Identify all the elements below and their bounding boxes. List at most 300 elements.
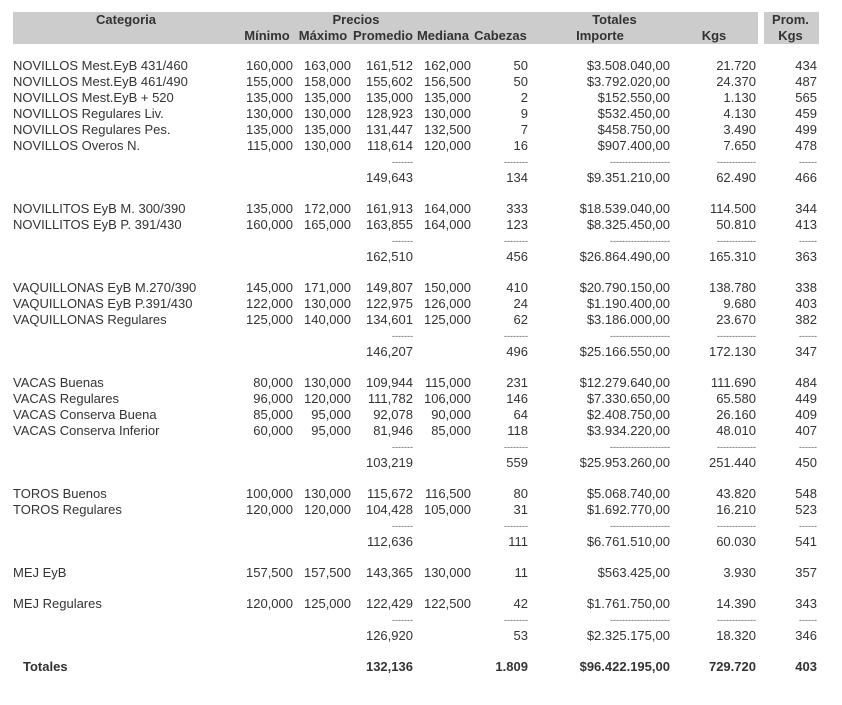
kgs-cell: 14.390: [716, 596, 756, 611]
subtotal-row: [13, 534, 819, 550]
cabezas-cell: 333: [506, 201, 528, 216]
cell: [295, 233, 353, 249]
cell: [295, 249, 353, 265]
cabezas-cell: 80: [513, 486, 528, 501]
subtotal-prom-kgs: 346: [795, 628, 817, 643]
mediana-cell: 122,500: [423, 596, 471, 611]
separator-dashes: -------: [391, 615, 413, 625]
prom-kgs-cell: 434: [795, 58, 817, 73]
cabezas-cell: 9: [520, 106, 528, 121]
maximo-cell: 165,000: [304, 217, 351, 232]
minimo-cell: 157,500: [246, 565, 293, 580]
importe-cell: $7.330.650,00: [586, 391, 670, 406]
promedio-cell: 128,923: [365, 106, 413, 121]
header-precios: Precios: [241, 12, 473, 28]
importe-cell: $20.790.150,00: [579, 280, 670, 295]
cell: [415, 233, 473, 249]
cell: [13, 612, 241, 628]
importe-cell: $1.692.770,00: [586, 502, 670, 517]
cabezas-cell: 7: [520, 122, 528, 137]
promedio-cell: 109,944: [365, 375, 413, 390]
mediana-cell: 130,000: [423, 565, 471, 580]
cell: [415, 439, 473, 455]
separator-dashes: -------------: [717, 236, 756, 246]
header-column-row: [13, 28, 819, 44]
cell: [295, 154, 353, 170]
cell: [13, 233, 241, 249]
prom-kgs-cell: 459: [795, 106, 817, 121]
importe-cell: $3.792.020,00: [586, 74, 670, 89]
grand-total-importe: $96.422.195,00: [579, 659, 670, 674]
cell: [13, 628, 241, 644]
subtotal-prom-kgs: 347: [795, 344, 817, 359]
category-cell: VACAS Conserva Buena: [13, 407, 157, 422]
cell: [241, 518, 295, 534]
subtotal-cabezas: 559: [506, 455, 528, 470]
importe-cell: $3.934.220,00: [586, 423, 670, 438]
spacer-row: [13, 581, 819, 596]
prom-kgs-cell: 478: [795, 138, 817, 153]
importe-cell: $563.425,00: [597, 565, 670, 580]
subtotal-prom-kgs: 466: [795, 170, 817, 185]
importe-cell: $5.068.740,00: [586, 486, 670, 501]
grand-total-row: [13, 659, 819, 675]
table-row: [13, 280, 819, 296]
subtotal-cabezas: 496: [506, 344, 528, 359]
importe-cell: $152.550,00: [597, 90, 670, 105]
importe-cell: $458.750,00: [597, 122, 670, 137]
kgs-cell: 26.160: [716, 407, 756, 422]
livestock-price-report-table: [13, 12, 819, 675]
kgs-cell: 9.680: [723, 296, 756, 311]
importe-cell: $1.761.750,00: [586, 596, 670, 611]
subtotal-cabezas: 456: [506, 249, 528, 264]
cell: [241, 249, 295, 265]
cell: [241, 154, 295, 170]
prom-kgs-cell: 357: [795, 565, 817, 580]
prom-kgs-cell: 449: [795, 391, 817, 406]
table-row: [13, 423, 819, 439]
table-row: [13, 312, 819, 328]
kgs-cell: 50.810: [716, 217, 756, 232]
promedio-cell: 111,782: [367, 391, 413, 406]
cell: [415, 659, 473, 675]
minimo-cell: 100,000: [246, 486, 293, 501]
header-kgs: Kgs: [672, 28, 758, 44]
promedio-cell: 92,078: [373, 407, 413, 422]
subtotal-importe: $2.325.175,00: [586, 628, 670, 643]
mediana-cell: 106,000: [423, 391, 471, 406]
minimo-cell: 96,000: [253, 391, 293, 406]
separator-dashes: -------: [391, 157, 413, 167]
separator-row: [13, 328, 819, 344]
cell: [415, 534, 473, 550]
spacer-row: [13, 360, 819, 375]
separator-dashes: -------: [391, 236, 413, 246]
minimo-cell: 122,000: [246, 296, 293, 311]
mediana-cell: 125,000: [423, 312, 471, 327]
category-cell: VACAS Regulares: [13, 391, 119, 406]
grand-total-cabezas: 1.809: [495, 659, 528, 674]
cell: [241, 534, 295, 550]
cabezas-cell: 123: [506, 217, 528, 232]
category-cell: NOVILLOS Regulares Liv.: [13, 106, 164, 121]
category-cell: NOVILLITOS EyB M. 300/390: [13, 201, 186, 216]
cell: [295, 518, 353, 534]
maximo-cell: 120,000: [304, 502, 351, 517]
separator-dashes: ------: [798, 331, 817, 341]
kgs-cell: 111.690: [710, 375, 756, 390]
cell: [241, 233, 295, 249]
separator-dashes: ------: [798, 615, 817, 625]
importe-cell: $2.408.750,00: [586, 407, 670, 422]
header-totales: Totales: [473, 12, 758, 28]
cell: [13, 439, 241, 455]
kgs-cell: 3.930: [723, 565, 756, 580]
cabezas-cell: 146: [506, 391, 528, 406]
kgs-cell: 43.820: [716, 486, 756, 501]
grand-total-promedio: 132,136: [365, 659, 413, 674]
kgs-cell: 138.780: [708, 280, 756, 295]
prom-kgs-cell: 548: [795, 486, 817, 501]
prom-kgs-cell: 382: [795, 312, 817, 327]
cell: [241, 659, 295, 675]
subtotal-importe: $9.351.210,00: [586, 170, 670, 185]
mediana-cell: 126,000: [423, 296, 471, 311]
prom-kgs-cell: 487: [795, 74, 817, 89]
table-row: [13, 486, 819, 502]
separator-dashes: ------: [798, 236, 817, 246]
promedio-cell: 155,602: [365, 74, 413, 89]
cell: [295, 534, 353, 550]
mediana-cell: 132,500: [423, 122, 471, 137]
table-row: [13, 596, 819, 612]
maximo-cell: 157,500: [304, 565, 351, 580]
separator-dashes: --------------------: [610, 615, 670, 625]
cabezas-cell: 50: [513, 58, 528, 73]
cell: [241, 612, 295, 628]
category-cell: VAQUILLONAS EyB M.270/390: [13, 280, 197, 295]
header-cabezas: Cabezas: [473, 28, 530, 44]
report-body: [13, 12, 819, 675]
separator-dashes: --------------------: [610, 157, 670, 167]
separator-dashes: --------: [503, 615, 528, 625]
header-prom-kgs: Kgs: [764, 28, 819, 44]
cell: [13, 328, 241, 344]
subtotal-promedio: 103,219: [365, 455, 413, 470]
separator-dashes: -------: [391, 521, 413, 531]
maximo-cell: 163,000: [304, 58, 351, 73]
cell: [295, 328, 353, 344]
maximo-cell: 95,000: [311, 423, 351, 438]
cell: [295, 455, 353, 471]
category-cell: VACAS Conserva Inferior: [13, 423, 160, 438]
subtotal-row: [13, 628, 819, 644]
table-row: [13, 106, 819, 122]
header-importe: Importe: [530, 28, 672, 44]
table-row: [13, 375, 819, 391]
separator-dashes: --------: [503, 442, 528, 452]
cabezas-cell: 231: [506, 375, 528, 390]
promedio-cell: 118,614: [366, 138, 413, 153]
cell: [415, 170, 473, 186]
mediana-cell: 162,000: [423, 58, 471, 73]
cabezas-cell: 16: [513, 138, 528, 153]
cell: [13, 534, 241, 550]
table-row: [13, 74, 819, 90]
minimo-cell: 130,000: [246, 106, 293, 121]
subtotal-cabezas: 53: [513, 628, 528, 643]
prom-kgs-cell: 344: [795, 201, 817, 216]
prom-kgs-cell: 499: [795, 122, 817, 137]
subtotal-kgs: 62.490: [716, 170, 756, 185]
maximo-cell: 135,000: [304, 90, 351, 105]
promedio-cell: 81,946: [373, 423, 413, 438]
table-row: [13, 502, 819, 518]
promedio-cell: 149,807: [365, 280, 413, 295]
spacer-row: [13, 471, 819, 486]
table-row: [13, 407, 819, 423]
subtotal-kgs: 172.130: [708, 344, 756, 359]
separator-dashes: -------------: [717, 157, 756, 167]
maximo-cell: 158,000: [304, 74, 351, 89]
separator-dashes: ------: [798, 442, 817, 452]
maximo-cell: 140,000: [304, 312, 351, 327]
separator-dashes: --------------------: [610, 442, 670, 452]
subtotal-prom-kgs: 450: [795, 455, 817, 470]
minimo-cell: 135,000: [246, 122, 293, 137]
cabezas-cell: 31: [513, 502, 528, 517]
separator-dashes: -------: [391, 331, 413, 341]
prom-kgs-cell: 338: [795, 280, 817, 295]
minimo-cell: 160,000: [246, 217, 293, 232]
cell: [241, 328, 295, 344]
importe-cell: $1.190.400,00: [586, 296, 670, 311]
category-cell: TOROS Regulares: [13, 502, 122, 517]
header-prom: Prom.: [764, 12, 819, 28]
minimo-cell: 135,000: [246, 90, 293, 105]
kgs-cell: 4.130: [723, 106, 756, 121]
promedio-cell: 163,855: [365, 217, 413, 232]
subtotal-promedio: 149,643: [365, 170, 413, 185]
maximo-cell: 130,000: [304, 375, 351, 390]
cell: [415, 344, 473, 360]
mediana-cell: 115,000: [424, 375, 471, 390]
table-row: [13, 296, 819, 312]
header-mediana: Mediana: [415, 28, 473, 44]
category-cell: NOVILLOS Regulares Pes.: [13, 122, 171, 137]
cabezas-cell: 50: [513, 74, 528, 89]
separator-dashes: -------------: [717, 331, 756, 341]
cell: [241, 170, 295, 186]
separator-dashes: --------------------: [610, 521, 670, 531]
minimo-cell: 120,000: [246, 502, 293, 517]
cell: [415, 328, 473, 344]
separator-row: [13, 233, 819, 249]
category-cell: TOROS Buenos: [13, 486, 107, 501]
mediana-cell: 164,000: [423, 217, 471, 232]
prom-kgs-cell: 407: [795, 423, 817, 438]
promedio-cell: 122,975: [365, 296, 413, 311]
subtotal-row: [13, 170, 819, 186]
cabezas-cell: 62: [513, 312, 528, 327]
maximo-cell: 135,000: [304, 122, 351, 137]
maximo-cell: 95,000: [311, 407, 351, 422]
mediana-cell: 164,000: [423, 201, 471, 216]
category-cell: VAQUILLONAS Regulares: [13, 312, 167, 327]
spacer-row: [13, 186, 819, 201]
cabezas-cell: 410: [506, 280, 528, 295]
minimo-cell: 155,000: [246, 74, 293, 89]
table-row: [13, 565, 819, 581]
subtotal-importe: $6.761.510,00: [586, 534, 670, 549]
importe-cell: $3.186.000,00: [586, 312, 670, 327]
importe-cell: $532.450,00: [597, 106, 670, 121]
cell: [13, 518, 241, 534]
separator-dashes: --------: [503, 331, 528, 341]
subtotal-importe: $25.953.260,00: [579, 455, 670, 470]
cabezas-cell: 11: [514, 565, 528, 580]
promedio-cell: 104,428: [365, 502, 413, 517]
prom-kgs-cell: 409: [795, 407, 817, 422]
maximo-cell: 125,000: [304, 596, 351, 611]
subtotal-kgs: 251.440: [708, 455, 756, 470]
mediana-cell: 150,000: [423, 280, 471, 295]
maximo-cell: 171,000: [304, 280, 351, 295]
cell: [241, 455, 295, 471]
importe-cell: $8.325.450,00: [586, 217, 670, 232]
separator-dashes: --------------------: [610, 331, 670, 341]
cell: [415, 518, 473, 534]
cell: [13, 249, 241, 265]
cell: [415, 628, 473, 644]
promedio-cell: 134,601: [365, 312, 413, 327]
subtotal-promedio: 146,207: [365, 344, 413, 359]
cell: [295, 612, 353, 628]
subtotal-kgs: 165.310: [708, 249, 756, 264]
subtotal-kgs: 60.030: [716, 534, 756, 549]
separator-row: [13, 518, 819, 534]
maximo-cell: 130,000: [304, 138, 351, 153]
kgs-cell: 114.500: [709, 201, 756, 216]
cell: [13, 154, 241, 170]
maximo-cell: 130,000: [304, 106, 351, 121]
prom-kgs-cell: 413: [795, 217, 817, 232]
subtotal-promedio: 112,636: [366, 534, 413, 549]
separator-dashes: -------------: [717, 521, 756, 531]
subtotal-cabezas: 134: [506, 170, 528, 185]
prom-kgs-cell: 565: [795, 90, 817, 105]
category-cell: NOVILLOS Mest.EyB + 520: [13, 90, 174, 105]
cell: [415, 154, 473, 170]
grand-total-prom-kgs: 403: [795, 659, 817, 674]
subtotal-row: [13, 344, 819, 360]
header-categoria: Categoria: [13, 12, 241, 28]
separator-dashes: -------------: [717, 615, 756, 625]
header-minimo: Mínimo: [241, 28, 295, 44]
promedio-cell: 131,447: [365, 122, 413, 137]
kgs-cell: 65.580: [716, 391, 756, 406]
maximo-cell: 172,000: [304, 201, 351, 216]
promedio-cell: 161,512: [365, 58, 413, 73]
importe-cell: $907.400,00: [597, 138, 670, 153]
promedio-cell: 115,672: [366, 486, 413, 501]
subtotal-kgs: 18.320: [716, 628, 756, 643]
kgs-cell: 16.210: [716, 502, 756, 517]
header-promedio: Promedio: [353, 28, 413, 43]
minimo-cell: 135,000: [246, 201, 293, 216]
cabezas-cell: 42: [513, 596, 528, 611]
subtotal-importe: $25.166.550,00: [579, 344, 670, 359]
prom-kgs-cell: 343: [795, 596, 817, 611]
minimo-cell: 115,000: [246, 138, 293, 153]
separator-row: [13, 612, 819, 628]
cell: [13, 170, 241, 186]
table-row: [13, 122, 819, 138]
kgs-cell: 23.670: [716, 312, 756, 327]
separator-row: [13, 154, 819, 170]
importe-cell: $18.539.040,00: [579, 201, 670, 216]
minimo-cell: 145,000: [246, 280, 293, 295]
table-row: [13, 201, 819, 217]
table-row: [13, 217, 819, 233]
cabezas-cell: 118: [507, 423, 528, 438]
mediana-cell: 85,000: [431, 423, 471, 438]
separator-row: [13, 439, 819, 455]
cell: [241, 439, 295, 455]
table-row: [13, 90, 819, 106]
cabezas-cell: 24: [513, 296, 528, 311]
subtotal-promedio: 126,920: [365, 628, 413, 643]
prom-kgs-cell: 403: [795, 296, 817, 311]
separator-dashes: --------: [503, 521, 528, 531]
mediana-cell: 130,000: [423, 106, 471, 121]
table-row: [13, 138, 819, 154]
subtotal-importe: $26.864.490,00: [579, 249, 670, 264]
category-cell: VACAS Buenas: [13, 375, 104, 390]
cell: [415, 249, 473, 265]
mediana-cell: 120,000: [423, 138, 471, 153]
cell: [295, 628, 353, 644]
header-maximo: Máximo: [295, 28, 353, 44]
prom-kgs-cell: 484: [795, 375, 817, 390]
separator-dashes: --------: [503, 236, 528, 246]
kgs-cell: 48.010: [716, 423, 756, 438]
cell: [13, 455, 241, 471]
minimo-cell: 120,000: [246, 596, 293, 611]
importe-cell: $3.508.040,00: [586, 58, 670, 73]
minimo-cell: 80,000: [253, 375, 293, 390]
table-row: [13, 391, 819, 407]
minimo-cell: 85,000: [253, 407, 293, 422]
subtotal-prom-kgs: 541: [795, 534, 817, 549]
category-cell: MEJ Regulares: [13, 596, 102, 611]
cabezas-cell: 64: [513, 407, 528, 422]
header-group-row: [13, 12, 819, 28]
kgs-cell: 21.720: [716, 58, 756, 73]
mediana-cell: 105,000: [423, 502, 471, 517]
kgs-cell: 7.650: [723, 138, 756, 153]
minimo-cell: 160,000: [246, 58, 293, 73]
subtotal-row: [13, 455, 819, 471]
minimo-cell: 60,000: [253, 423, 293, 438]
subtotal-prom-kgs: 363: [795, 249, 817, 264]
maximo-cell: 130,000: [304, 486, 351, 501]
subtotal-row: [13, 249, 819, 265]
subtotal-cabezas: 111: [508, 534, 528, 549]
category-cell: MEJ EyB: [13, 565, 67, 580]
cell: [415, 612, 473, 628]
